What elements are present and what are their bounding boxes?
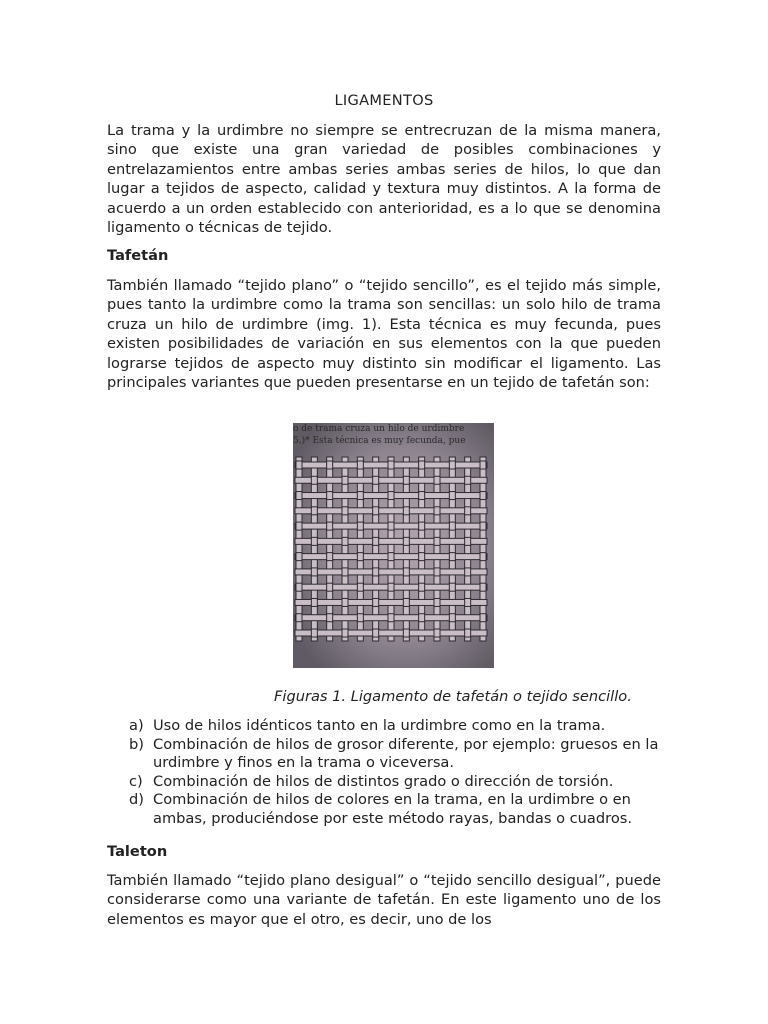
warp-crossing	[373, 507, 379, 515]
warp-crossing	[388, 614, 394, 622]
warp-crossing	[480, 583, 486, 591]
list-marker: d)	[129, 791, 144, 809]
warp-crossing	[357, 583, 363, 591]
list-item	[129, 736, 661, 773]
warp-crossing	[342, 568, 348, 576]
warp-crossing	[449, 614, 455, 622]
warp-crossing	[449, 553, 455, 561]
warp-crossing	[449, 522, 455, 530]
warp-crossing	[449, 583, 455, 591]
warp-crossing	[327, 522, 333, 530]
warp-crossing	[311, 568, 317, 576]
warp-crossing	[480, 614, 486, 622]
warp-crossing	[357, 553, 363, 561]
warp-crossing	[342, 476, 348, 484]
intro-paragraph: La trama y la urdimbre no siempre se entrecruzan de la misma manera, sino que existe una gran variedad de posibles combinaciones y entrelazamientos entre ambas series ambas series de hilos, lo que dan lugar a tejidos de aspecto, calidad y textura muy distintos. A la forma de acuerdo a un orden establecido con anterioridad, es a lo que se denomina ligamento o técnicas de tejido.	[107, 122, 661, 237]
warp-crossing	[403, 476, 409, 484]
warp-crossing	[465, 568, 471, 576]
tafetan-paragraph: También llamado “tejido plano” o “tejido sencillo”, es el tejido más simple, pues tanto la urdimbre como la trama son sencillas: un solo hilo de trama cruza un hilo de urdimbre (img. 1). Esta técnica es muy fecunda, pues existen posibilidades de variación en sus elementos con la que pueden lograrse tejidos de aspecto muy distinto sin modificar el ligamento. Las principales variantes que pueden presentarse en un tejido de tafetán son:	[107, 277, 661, 392]
weft-thread	[295, 538, 487, 544]
warp-crossing	[388, 583, 394, 591]
warp-crossing	[419, 614, 425, 622]
list-item-text: Combinación de hilos de grosor diferente, por ejemplo: gruesos en la urdimbre y finos en la trama o viceversa.	[153, 735, 659, 772]
warp-crossing	[388, 553, 394, 561]
warp-crossing	[403, 507, 409, 515]
warp-crossing	[342, 507, 348, 515]
warp-crossing	[434, 476, 440, 484]
warp-crossing	[357, 461, 363, 469]
warp-crossing	[373, 537, 379, 545]
warp-crossing	[327, 583, 333, 591]
warp-crossing	[327, 614, 333, 622]
warp-crossing	[480, 492, 486, 500]
warp-crossing	[311, 537, 317, 545]
warp-crossing	[296, 522, 302, 530]
list-item-text: Uso de hilos idénticos tanto en la urdimbre como en la trama.	[153, 717, 606, 734]
warp-crossing	[465, 537, 471, 545]
warp-crossing	[419, 553, 425, 561]
warp-crossing	[419, 522, 425, 530]
warp-crossing	[373, 598, 379, 606]
warp-crossing	[357, 614, 363, 622]
section-heading-taleton: Taleton	[107, 843, 168, 860]
warp-crossing	[480, 553, 486, 561]
warp-crossing	[296, 553, 302, 561]
warp-crossing	[342, 629, 348, 637]
warp-crossing	[403, 537, 409, 545]
warp-crossing	[296, 583, 302, 591]
warp-crossing	[311, 507, 317, 515]
warp-crossing	[419, 492, 425, 500]
weft-thread	[295, 508, 487, 514]
warp-crossing	[434, 598, 440, 606]
warp-crossing	[434, 568, 440, 576]
warp-crossing	[296, 492, 302, 500]
tafetan-body-block	[107, 276, 661, 392]
warp-crossing	[419, 583, 425, 591]
warp-crossing	[465, 476, 471, 484]
warp-crossing	[311, 629, 317, 637]
list-item	[129, 773, 661, 792]
warp-crossing	[357, 492, 363, 500]
weft-thread	[295, 569, 487, 575]
warp-crossing	[419, 461, 425, 469]
warp-crossing	[342, 537, 348, 545]
list-item-text: Combinación de hilos de distintos grado o dirección de torsión.	[153, 772, 614, 790]
list-item-text: Combinación de hilos de colores en la trama, en la urdimbre o en ambas, produciéndose por este método rayas, bandas o cuadros.	[153, 791, 632, 827]
warp-crossing	[342, 598, 348, 606]
warp-crossing	[434, 537, 440, 545]
warp-crossing	[465, 507, 471, 515]
warp-crossing	[388, 492, 394, 500]
photo-text-line-1: o de trama cruza un hilo de urdimbre	[293, 424, 465, 434]
taleton-body-block	[107, 871, 661, 929]
intro-paragraph-block	[107, 121, 661, 237]
warp-crossing	[449, 461, 455, 469]
section-heading-tafetan: Tafetán	[107, 247, 169, 264]
list-marker: b)	[129, 735, 144, 753]
list-marker: a)	[129, 717, 144, 734]
warp-crossing	[296, 614, 302, 622]
taleton-paragraph: También llamado “tejido plano desigual” o “tejido sencillo desigual”, puede considerarse como una variante de tafetán. En este ligamento uno de los elementos es mayor que el otro, es decir, uno de los	[107, 872, 661, 928]
warp-crossing	[388, 461, 394, 469]
photo-text-line-2: 5.)* Esta técnica es muy fecunda, pue	[293, 436, 466, 446]
warp-crossing	[296, 461, 302, 469]
warp-crossing	[403, 568, 409, 576]
warp-crossing	[311, 598, 317, 606]
warp-crossing	[465, 598, 471, 606]
warp-crossing	[434, 629, 440, 637]
list-item	[129, 717, 661, 736]
warp-crossing	[373, 629, 379, 637]
warp-crossing	[327, 492, 333, 500]
variants-list	[129, 717, 661, 829]
warp-crossing	[465, 629, 471, 637]
weave-image	[293, 423, 494, 668]
weft-thread	[295, 599, 487, 605]
warp-crossing	[449, 492, 455, 500]
warp-crossing	[388, 522, 394, 530]
warp-crossing	[373, 568, 379, 576]
weft-thread	[295, 630, 487, 636]
warp-crossing	[403, 629, 409, 637]
warp-crossing	[327, 461, 333, 469]
warp-crossing	[480, 461, 486, 469]
figure-caption: Figuras 1. Ligamento de tafetán o tejido sencillo.	[274, 688, 632, 705]
section-taleton	[107, 842, 661, 861]
document-title: LIGAMENTOS	[334, 92, 434, 109]
section-tafetan	[107, 246, 661, 265]
warp-crossing	[327, 553, 333, 561]
warp-crossing	[373, 476, 379, 484]
warp-crossing	[311, 476, 317, 484]
warp-crossing	[480, 522, 486, 530]
warp-crossing	[434, 507, 440, 515]
list-marker: c)	[129, 772, 143, 790]
weft-thread	[295, 477, 487, 483]
tafetan-weave-photo	[293, 423, 494, 668]
warp-crossing	[357, 522, 363, 530]
warp-crossing	[403, 598, 409, 606]
list-item	[129, 791, 661, 828]
